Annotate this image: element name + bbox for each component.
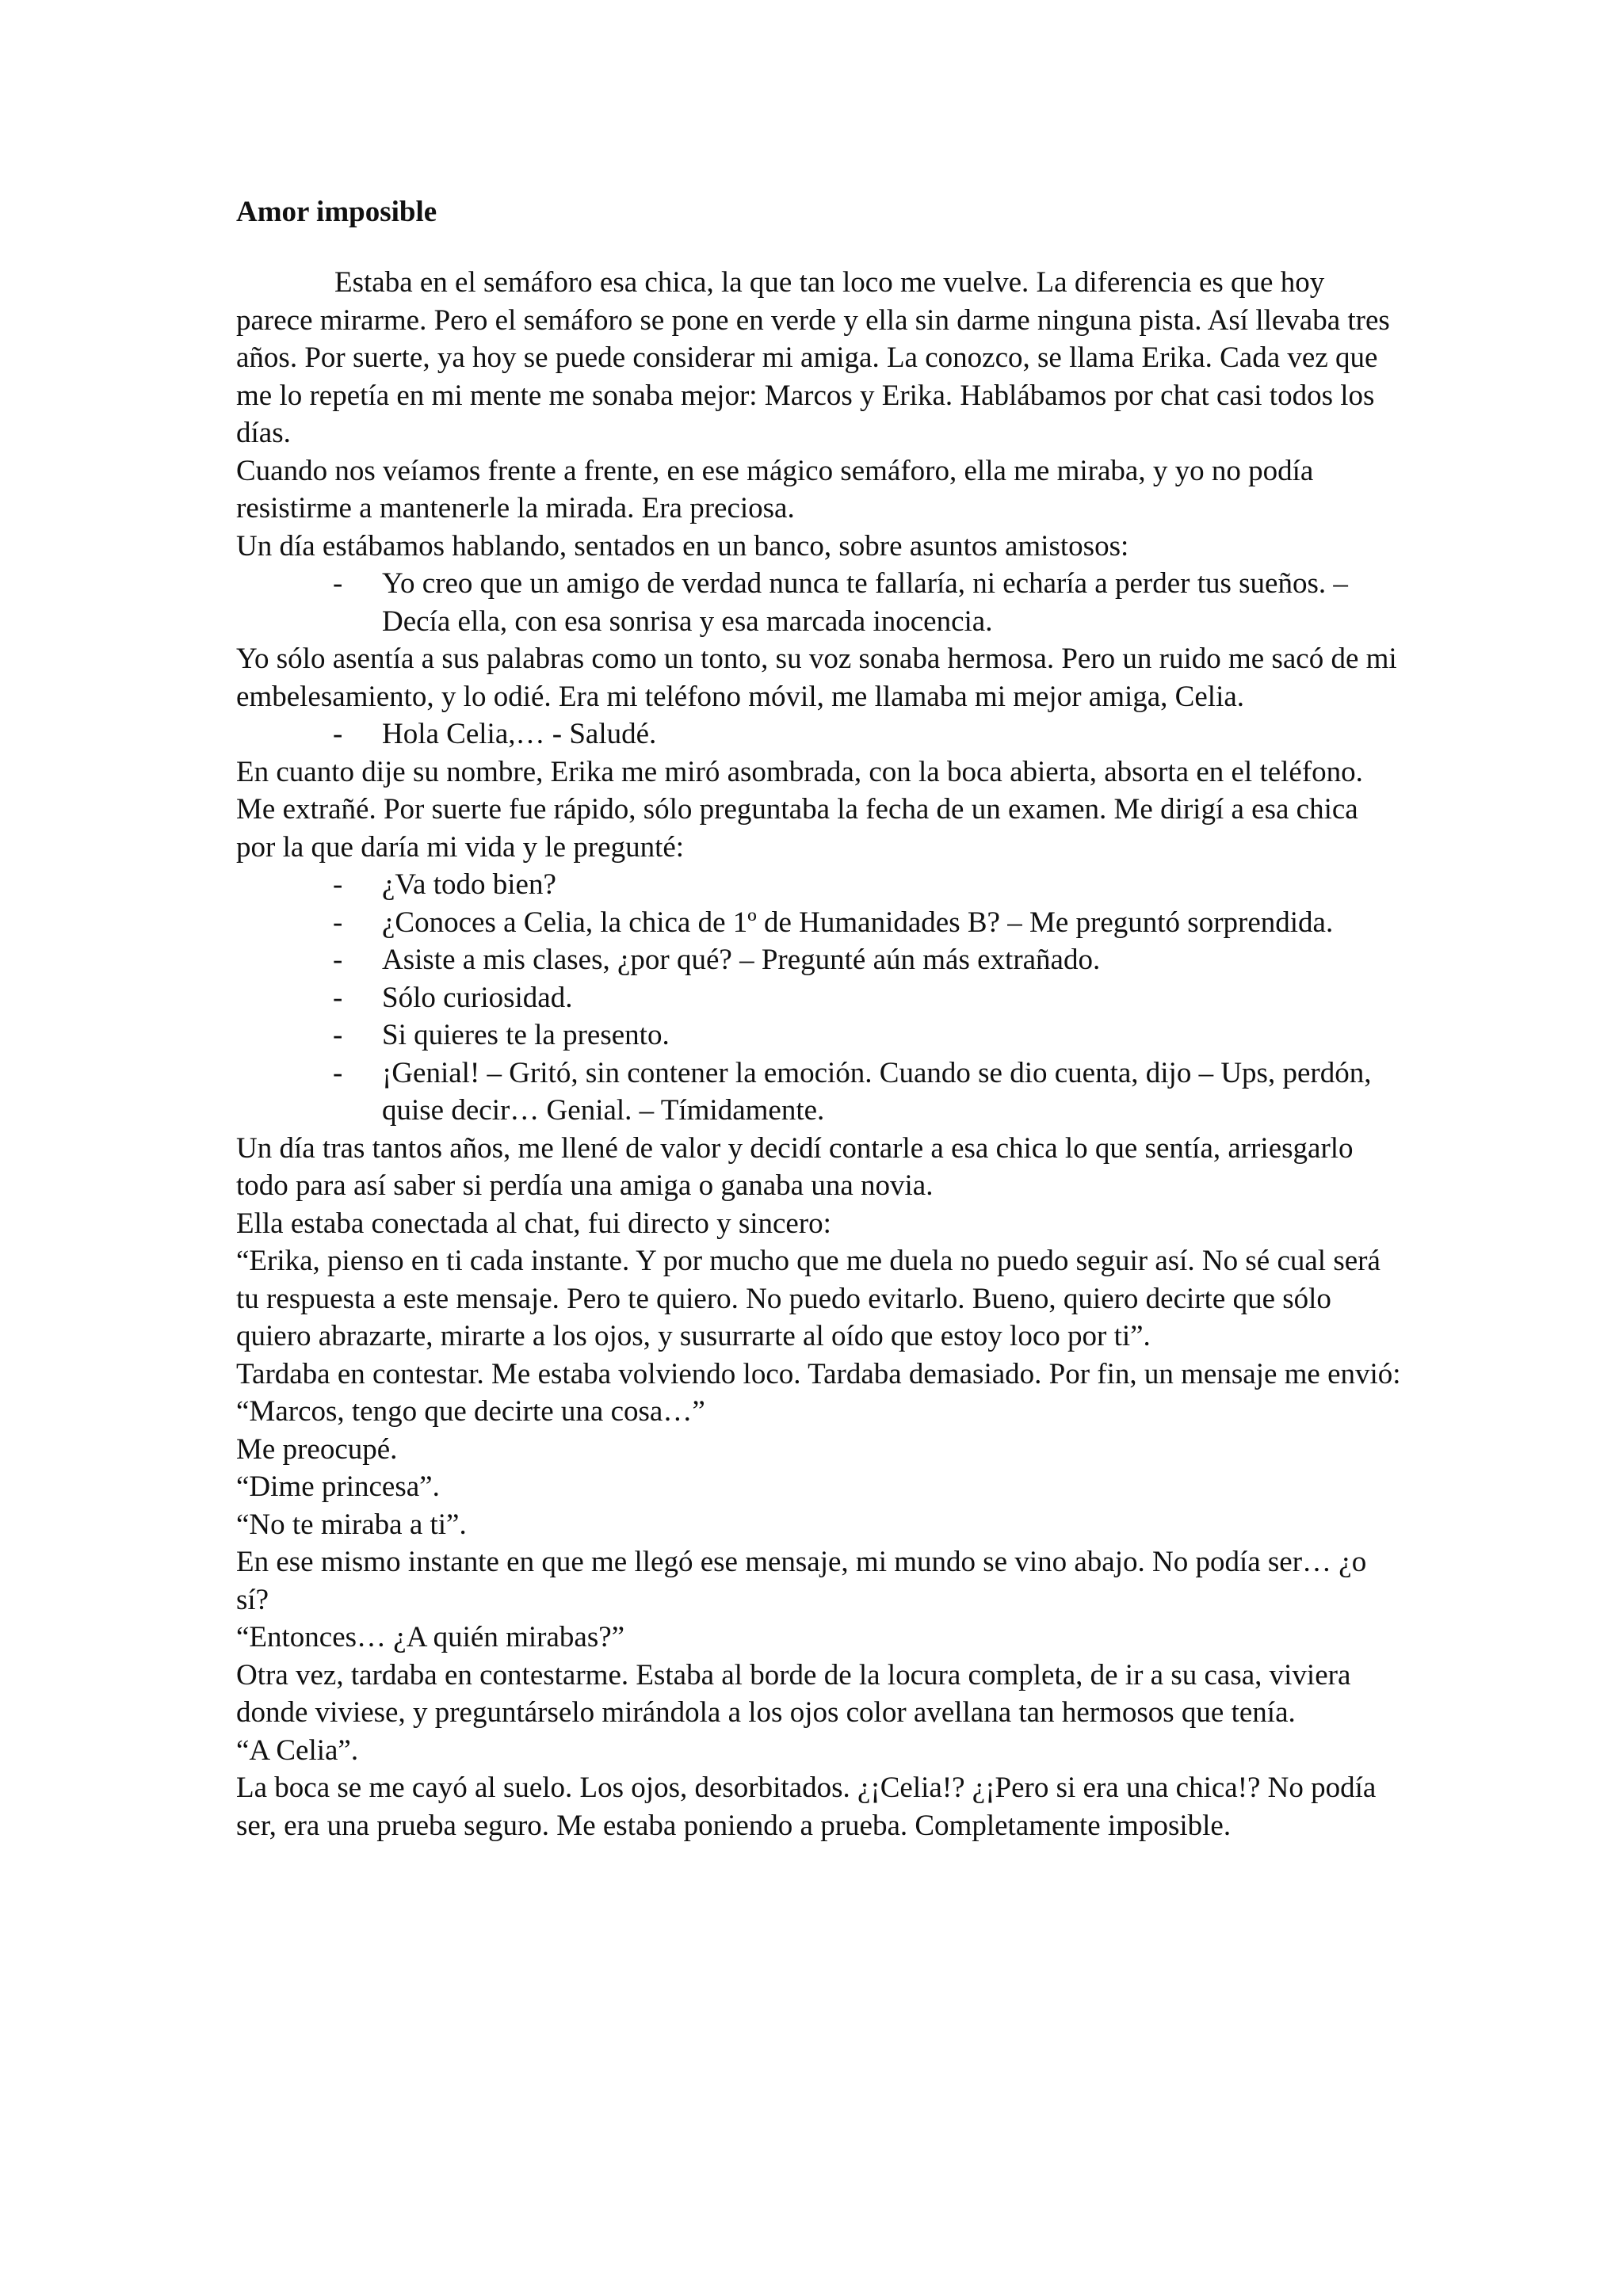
dialogue-dash: -: [333, 944, 343, 976]
paragraph: “Entonces… ¿A quién mirabas?”: [236, 1621, 625, 1653]
dialogue-line: [236, 979, 1401, 1017]
paragraph: Un día tras tantos años, me llené de valor y decidí contarle a esa chica lo que sentía, arriesgarlo todo para así saber si perdía una amiga o ganaba una novia.: [236, 1131, 1354, 1202]
paragraph: Otra vez, tardaba en contestarme. Estaba al borde de la locura completa, de ir a su casa, viviera donde viviese, y preguntárselo mirándola a los ojos color avellana tan hermosos que tenía.: [236, 1658, 1351, 1729]
paragraph: “A Celia”.: [236, 1733, 359, 1767]
dialogue-dash: -: [333, 906, 343, 939]
paragraph: Cuando nos veíamos frente a frente, en ese mágico semáforo, ella me miraba, y yo no podía resistirme a mantenerle la mirada. Era preciosa.: [236, 454, 1314, 524]
dialogue-line: [236, 941, 1401, 979]
paragraph: Un día estábamos hablando, sentados en un banco, sobre asuntos amistosos:: [236, 529, 1129, 563]
paragraph: En cuanto dije su nombre, Erika me miró asombrada, con la boca abierta, absorta en el teléfono. Me extrañé. Por suerte fue rápido, sólo preguntaba la fecha de un examen. Me dirigí a esa chica por la que daría mi vida y le pregunté:: [236, 755, 1363, 864]
paragraph: Tardaba en contestar. Me estaba volviendo loco. Tardaba demasiado. Por fin, un mensaje me envió:: [236, 1357, 1401, 1390]
dialogue-line: [236, 565, 1401, 640]
dialogue-dash: -: [333, 868, 343, 901]
paragraph: Me preocupé.: [236, 1432, 398, 1466]
dialogue-line: [236, 715, 1401, 753]
dialogue-text: ¡Genial! – Gritó, sin contener la emoción. Cuando se dio cuenta, dijo – Ups, perdón, quise decir… Genial. – Tímidamente.: [382, 1056, 1372, 1127]
paragraph: Yo sólo asentía a sus palabras como un tonto, su voz sonaba hermosa. Pero un ruido me sacó de mi embelesamiento, y lo odié. Era mi teléfono móvil, me llamaba mi mejor amiga, Celia.: [236, 643, 1397, 713]
paragraph: “No te miraba a ti”.: [236, 1508, 467, 1541]
paragraph: “Dime princesa”.: [236, 1470, 440, 1503]
dialogue-text: Si quieres te la presento.: [382, 1019, 670, 1051]
dialogue-line: [236, 1055, 1401, 1130]
dialogue-line: [236, 866, 1401, 904]
dialogue-text: Sólo curiosidad.: [382, 981, 573, 1014]
paragraph: Ella estaba conectada al chat, fui directo y sincero:: [236, 1207, 831, 1240]
dialogue-text: Yo creo que un amigo de verdad nunca te fallaría, ni echaría a perder tus sueños. – Decía ella, con esa sonrisa y esa marcada inocencia.: [382, 567, 1348, 638]
dialogue-text: Hola Celia,… - Saludé.: [382, 718, 657, 750]
paragraph: “Erika, pienso en ti cada instante. Y por mucho que me duela no puedo seguir así. No sé cual será tu respuesta a este mensaje. Pero te quiero. No puedo evitarlo. Bueno, quiero decirte que sólo quiero abrazarte, mirarte a los ojos, y susurrarte al oído que estoy loco por ti”.: [236, 1245, 1381, 1352]
dialogue-line: [236, 904, 1401, 942]
dialogue-text: ¿Va todo bien?: [382, 868, 556, 901]
paragraph: La boca se me cayó al suelo. Los ojos, desorbitados. ¿¡Celia!? ¿¡Pero si era una chica!? No podía ser, era una prueba seguro. Me estaba poniendo a prueba. Completamente imposible.: [236, 1772, 1377, 1842]
dialogue-dash: -: [333, 1056, 343, 1089]
dialogue-dash: -: [333, 981, 343, 1014]
dialogue-dash: -: [333, 718, 343, 750]
dialogue-text: ¿Conoces a Celia, la chica de 1º de Humanidades B? – Me preguntó sorprendida.: [382, 906, 1334, 939]
dialogue-line: [236, 1016, 1401, 1055]
document-body: [236, 264, 1401, 1844]
paragraph: “Marcos, tengo que decirte una cosa…”: [236, 1395, 705, 1428]
paragraph: En ese mismo instante en que me llegó ese mensaje, mi mundo se vino abajo. No podía ser… ¿o sí?: [236, 1546, 1367, 1616]
dialogue-dash: -: [333, 567, 343, 600]
dialogue-text: Asiste a mis clases, ¿por qué? – Pregunté aún más extrañado.: [382, 944, 1101, 976]
dialogue-dash: -: [333, 1019, 343, 1051]
paragraph: Estaba en el semáforo esa chica, la que tan loco me vuelve. La diferencia es que hoy parece mirarme. Pero el semáforo se pone en verde y ella sin darme ninguna pista. Así llevaba tres años. Por suerte, ya hoy se puede considerar mi amiga. La conozco, se llama Erika. Cada vez que me lo repetía en mi mente me sonaba mejor: Marcos y Erika. Hablábamos por chat casi todos los días.: [236, 266, 1390, 449]
document-title: Amor imposible: [236, 196, 437, 228]
